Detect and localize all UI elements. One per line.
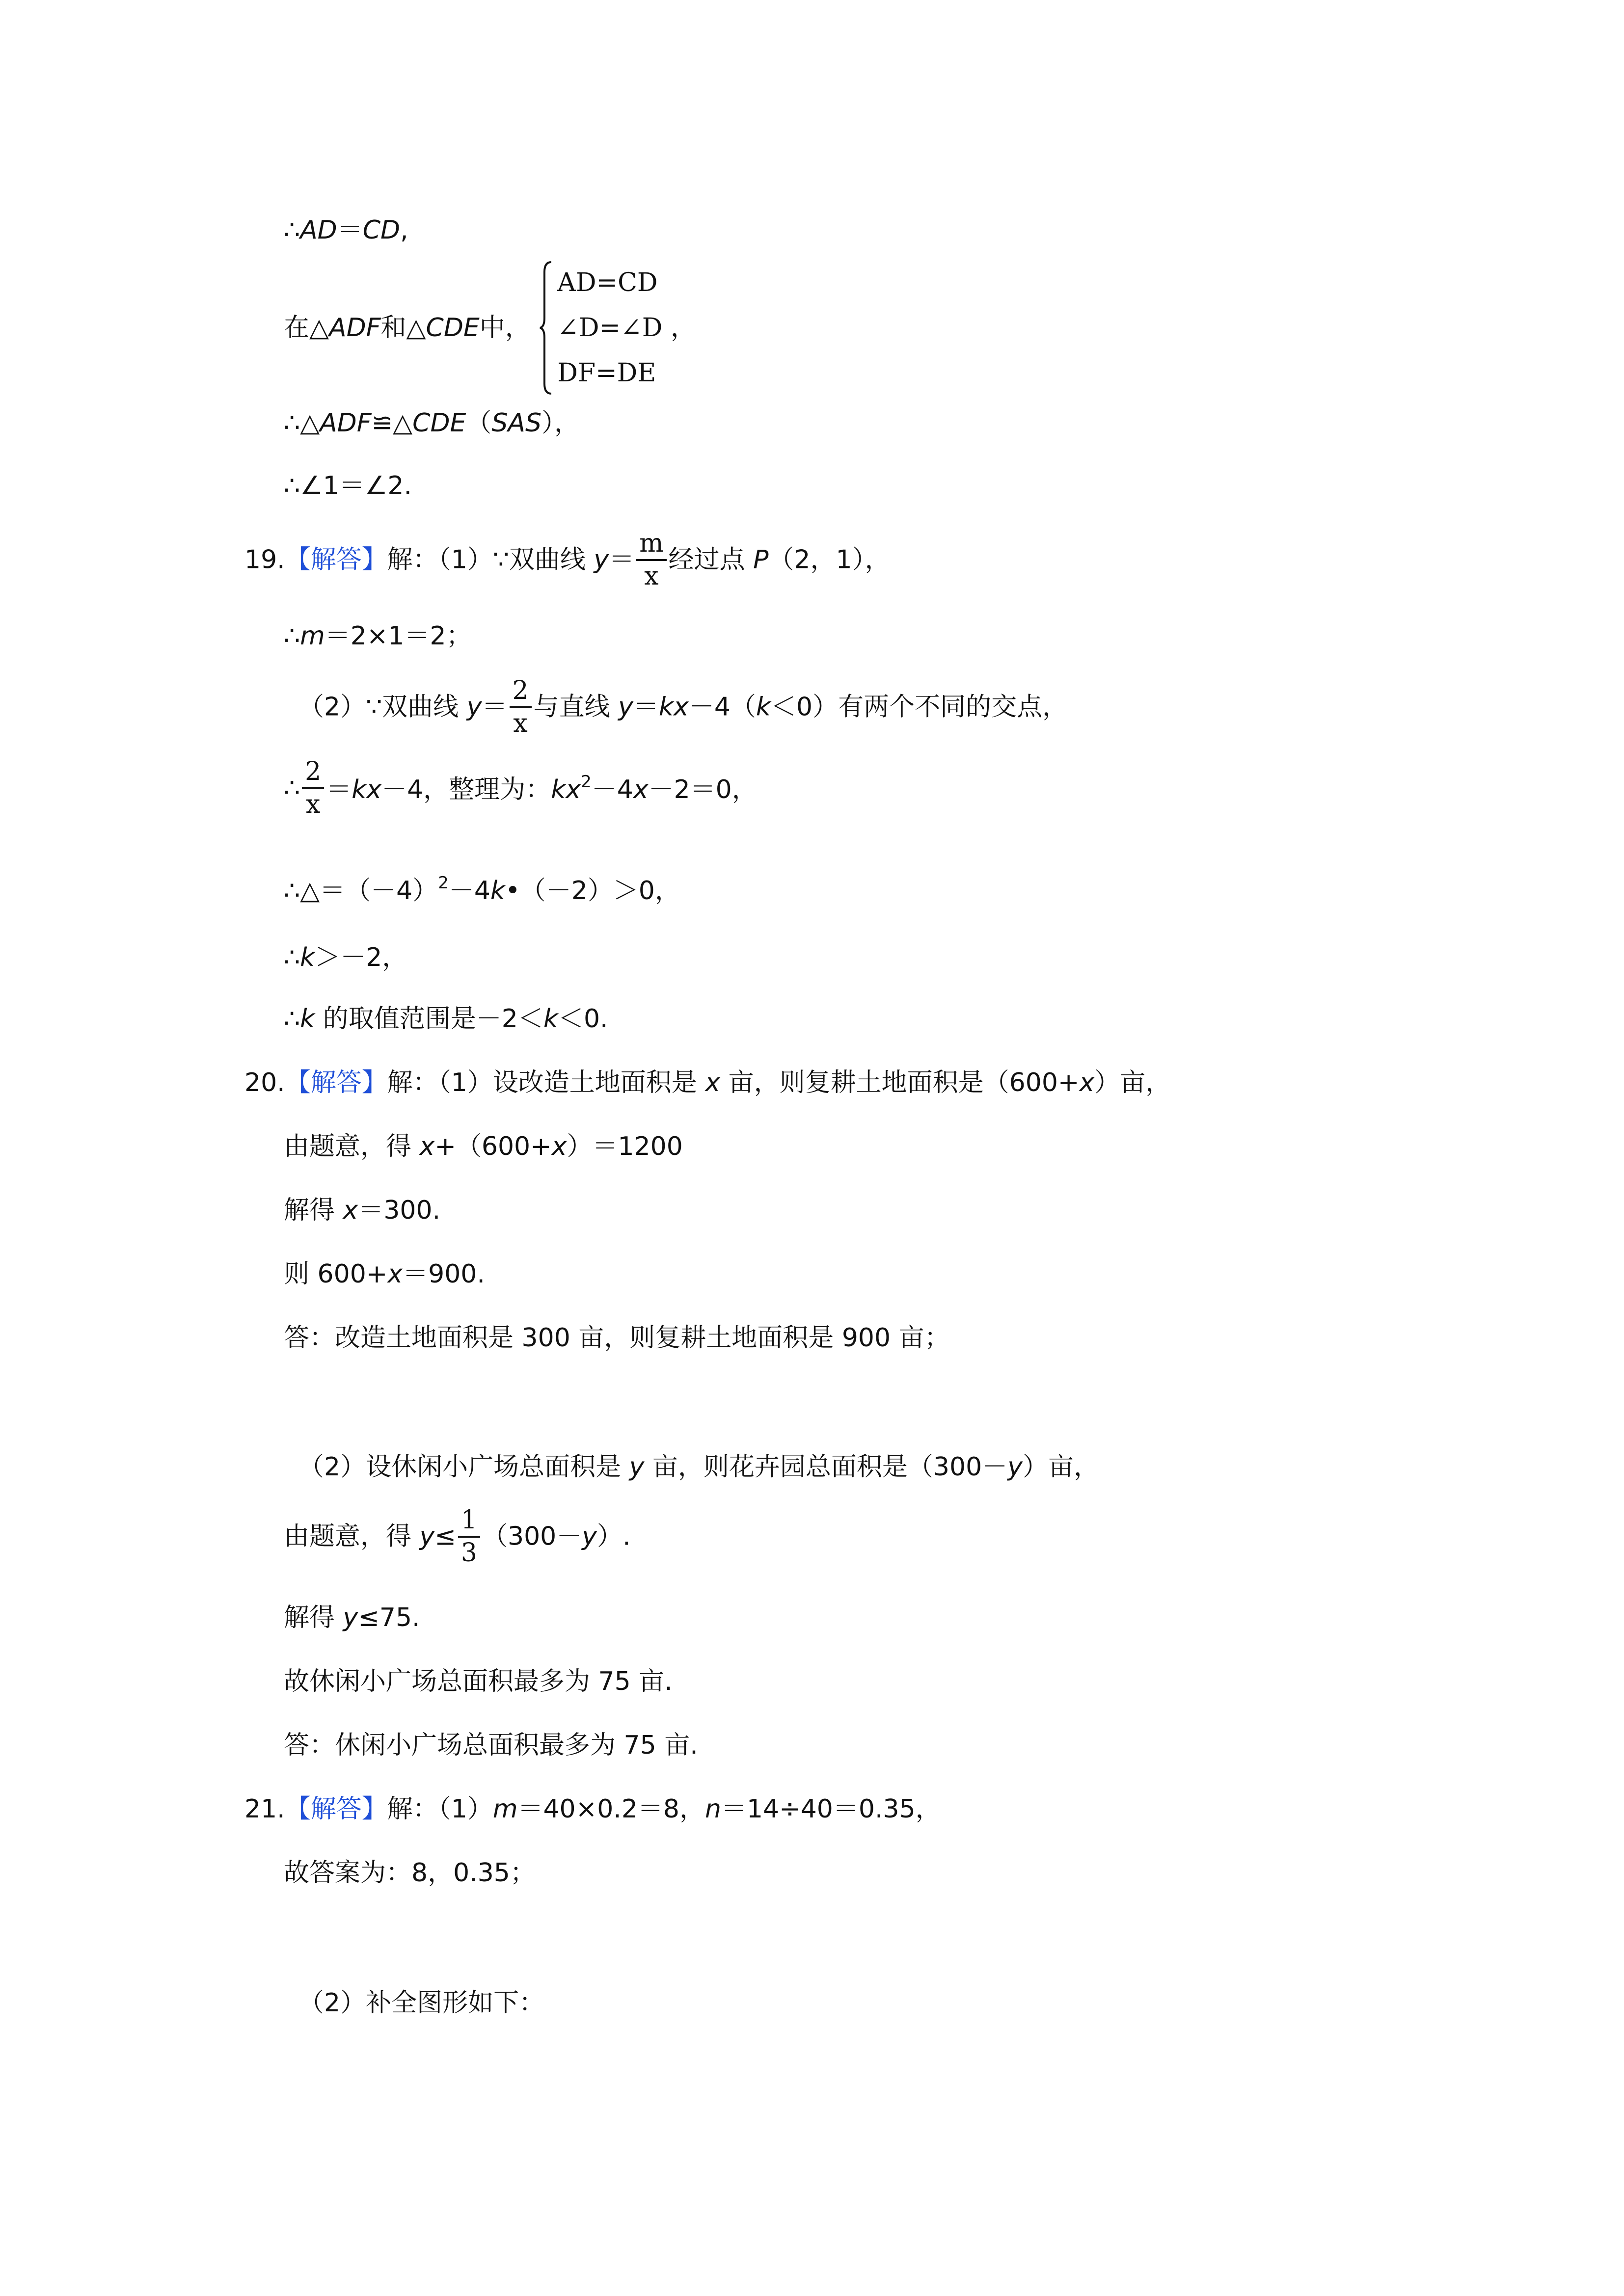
q20-line-8 <box>284 1605 420 1630</box>
left-brace-icon <box>539 260 553 396</box>
text: －4，整理为： <box>381 775 551 805</box>
var: P <box>753 545 769 575</box>
text: －2＝0， <box>648 775 758 805</box>
q20-line-2 <box>284 1134 683 1159</box>
text: ＝ <box>633 692 659 722</box>
q19-line-1 <box>244 530 891 589</box>
text: 解：（1）∵双曲线 <box>387 545 594 575</box>
q19-line-4 <box>284 758 758 818</box>
var: k <box>300 1004 315 1034</box>
exponent: 2 <box>438 873 449 893</box>
text: 故休闲小广场总面积最多为 75 亩. <box>284 1667 673 1696</box>
text: ＝40×0.2＝8， <box>517 1794 705 1824</box>
text: （300－ <box>482 1522 582 1551</box>
text: , <box>400 215 408 245</box>
text: 答：休闲小广场总面积最多为 75 亩. <box>284 1731 698 1760</box>
fraction <box>636 530 666 589</box>
var: m <box>300 621 325 651</box>
text: ）， <box>541 408 580 438</box>
var: x <box>1079 1068 1095 1097</box>
q19-line-6 <box>284 945 407 970</box>
text: （2）∵双曲线 <box>298 692 467 722</box>
var: kx <box>352 775 382 805</box>
system-row: DF=DE <box>557 358 656 388</box>
fraction <box>302 758 324 818</box>
text: （2，1）， <box>768 545 891 575</box>
var: n <box>705 1794 721 1824</box>
exponent: 2 <box>581 772 592 792</box>
q20-line-5 <box>284 1325 950 1351</box>
var: CDE <box>412 408 466 438</box>
text: ∴∠1＝∠2. <box>284 471 412 501</box>
numerator: 2 <box>510 677 532 708</box>
q20-line-3 <box>284 1198 440 1223</box>
system-row: AD=CD <box>557 268 658 297</box>
text: ＜0. <box>558 1004 608 1034</box>
denominator: x <box>305 789 321 819</box>
text: ∴△＝（－4） <box>284 876 438 906</box>
text: （ <box>466 408 492 438</box>
var: x <box>551 1132 567 1161</box>
q20-line-1 <box>244 1070 1171 1095</box>
q19-line-3 <box>298 677 1068 737</box>
line-angle-equal <box>284 473 412 499</box>
numerator: 2 <box>302 758 324 789</box>
question-number: 20. <box>244 1068 285 1097</box>
text: 与直线 <box>533 692 619 722</box>
var: k <box>490 876 506 906</box>
text: 故答案为：8，0.35； <box>284 1858 536 1888</box>
q20-line-9 <box>284 1669 673 1694</box>
text: 解：（1）设改造土地面积是 <box>387 1068 705 1097</box>
text: 答：改造土地面积是 300 亩，则复耕土地面积是 900 亩； <box>284 1323 950 1353</box>
text: •（－2）＞0， <box>505 876 680 906</box>
text: ＝14÷40＝0.35， <box>721 1794 941 1824</box>
text: 解得 <box>284 1603 343 1632</box>
var: AD <box>300 215 337 245</box>
text: 中， <box>479 313 531 343</box>
text: ＜0）有两个不同的交点， <box>771 692 1068 722</box>
line-ad-eq-cd <box>284 217 408 243</box>
q21-line-2 <box>284 1860 536 1886</box>
text: 亩，则复耕土地面积是（600+ <box>720 1068 1080 1097</box>
text: ∴ <box>284 1004 300 1034</box>
text: ）＝1200 <box>567 1132 683 1161</box>
text: ∴ <box>284 773 300 803</box>
text: 解得 <box>284 1196 343 1225</box>
text: ∴ <box>284 621 300 651</box>
q20-line-7 <box>284 1507 631 1566</box>
text: ）. <box>597 1522 631 1551</box>
q20-line-4 <box>284 1261 485 1287</box>
text: ＝2×1＝2； <box>325 621 472 651</box>
var: kx <box>658 692 689 722</box>
text: ＝ <box>326 775 352 805</box>
question-number: 19. <box>244 545 285 575</box>
text: ∴ <box>284 215 300 245</box>
text: ， <box>670 313 696 343</box>
denominator: x <box>644 561 659 591</box>
text: ＝ <box>609 545 635 575</box>
var: y <box>466 692 482 722</box>
q19-line-7 <box>284 1006 608 1032</box>
var: m <box>492 1794 518 1824</box>
var: y <box>1007 1452 1023 1482</box>
text: －4（ <box>688 692 756 722</box>
var: k <box>756 692 771 722</box>
question-number: 21. <box>244 1794 285 1824</box>
text: ＝ <box>337 215 363 245</box>
text: 解：（1） <box>387 1794 493 1824</box>
var: y <box>582 1522 597 1551</box>
answer-tag: 【解答】 <box>285 1794 387 1824</box>
numerator: 1 <box>458 1507 480 1538</box>
denominator: x <box>513 708 528 738</box>
text: ＝900. <box>403 1259 485 1289</box>
var: CD <box>362 215 401 245</box>
text: ＝300. <box>358 1196 441 1225</box>
var: SAS <box>491 408 541 438</box>
text: +（600+ <box>434 1132 552 1161</box>
text: ∴ <box>284 943 300 972</box>
var: kx <box>551 775 581 805</box>
text: 经过点 <box>668 545 754 575</box>
fraction <box>510 677 532 737</box>
var: CDE <box>426 313 480 343</box>
text: －4 <box>591 775 633 805</box>
text: ∴△ <box>284 408 320 438</box>
text: ≌△ <box>371 408 413 438</box>
var: ADF <box>320 408 372 438</box>
var: x <box>387 1259 403 1289</box>
var: y <box>343 1603 358 1632</box>
text: 和△ <box>380 313 426 343</box>
q21-line-1 <box>244 1796 941 1822</box>
q20-line-6 <box>298 1454 1099 1480</box>
var: x <box>343 1196 358 1225</box>
numerator: m <box>636 530 666 561</box>
text: －4 <box>448 876 490 906</box>
text: ＞－2， <box>315 943 408 972</box>
text: 由题意，得 <box>284 1132 420 1161</box>
q19-line-5 <box>284 875 680 904</box>
q20-line-10 <box>284 1733 698 1758</box>
var: y <box>629 1452 645 1482</box>
text: ≤ <box>434 1522 456 1551</box>
text: 则 600+ <box>284 1259 388 1289</box>
line-congruent <box>284 410 580 436</box>
var: x <box>633 775 649 805</box>
answer-tag: 【解答】 <box>285 545 387 575</box>
text: 由题意，得 <box>284 1522 420 1551</box>
var: k <box>300 943 315 972</box>
var: ADF <box>329 313 381 343</box>
q19-line-2 <box>284 623 472 649</box>
text: 在△ <box>284 313 329 343</box>
fraction <box>458 1507 480 1566</box>
q21-line-3 <box>298 1990 544 2016</box>
equation-system <box>539 260 662 396</box>
text: ＝ <box>482 692 508 722</box>
var: y <box>618 692 633 722</box>
text: （2）补全图形如下： <box>298 1988 545 2018</box>
text: ）亩， <box>1094 1068 1171 1097</box>
text: 亩，则花卉园总面积是（300－ <box>644 1452 1008 1482</box>
system-row: ∠D=∠D <box>557 313 663 343</box>
text: ）亩， <box>1022 1452 1099 1482</box>
var: x <box>705 1068 721 1097</box>
var: y <box>419 1522 435 1551</box>
var: k <box>543 1004 558 1034</box>
var: x <box>419 1132 435 1161</box>
answer-tag: 【解答】 <box>285 1068 387 1097</box>
text: ≤75. <box>358 1603 420 1632</box>
line-congruence-setup <box>284 260 696 396</box>
denominator: 3 <box>460 1538 477 1568</box>
var: y <box>594 545 609 575</box>
text: （2）设休闲小广场总面积是 <box>298 1452 629 1482</box>
text: 的取值范围是－2＜ <box>315 1004 543 1034</box>
